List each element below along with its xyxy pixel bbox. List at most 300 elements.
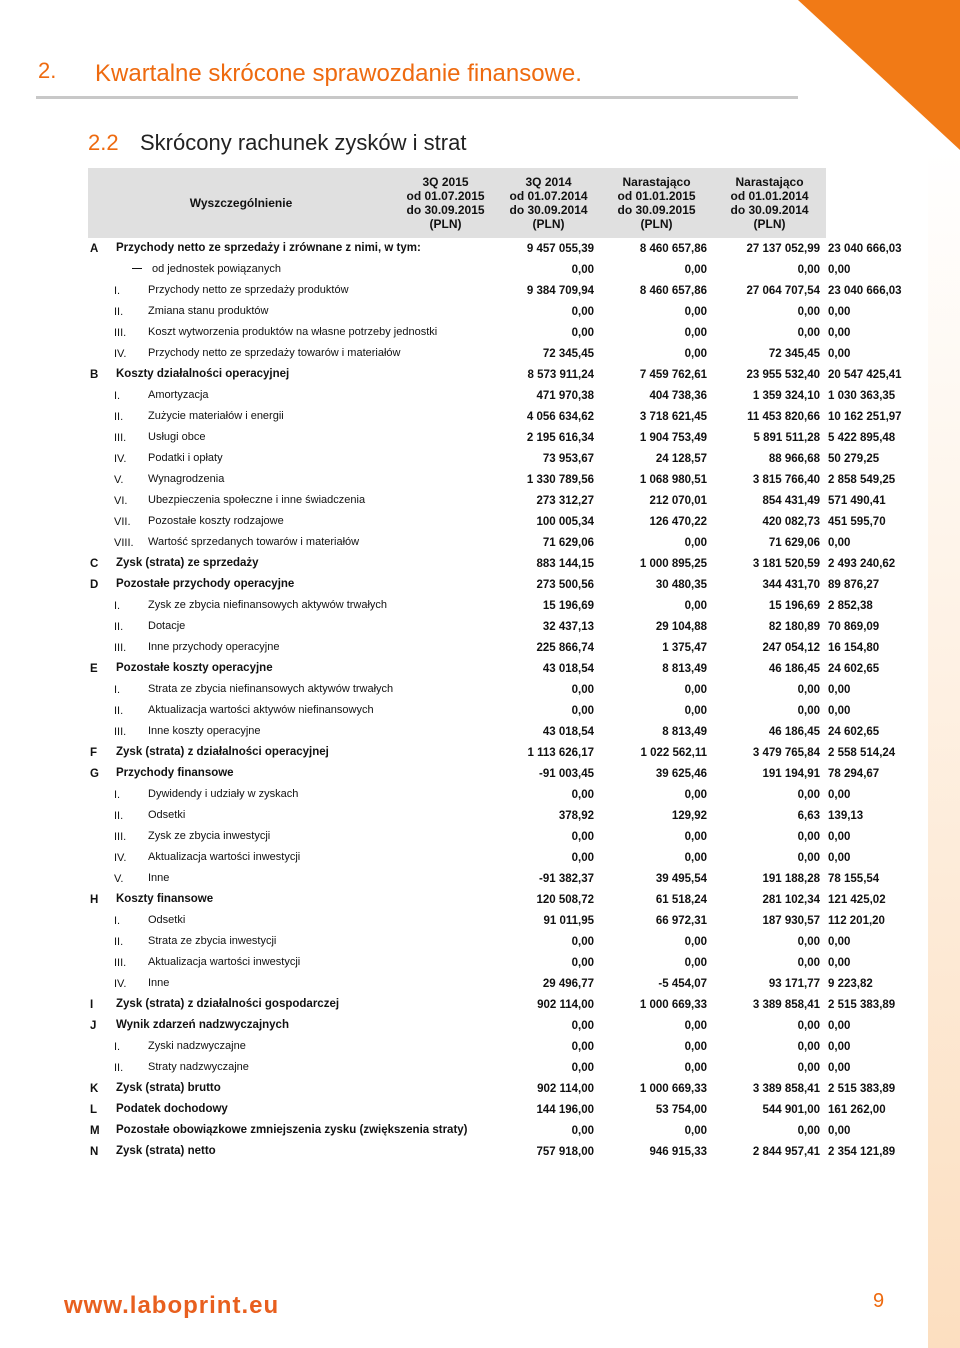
- table-row: I. Dywidendy i udziały w zyskach 0,00 0,00 0,00 0,00: [88, 784, 826, 805]
- row-roman-numeral: III.: [114, 830, 127, 843]
- row-label: Pozostałe obowiązkowe zmniejszenia zysku (zwiększenia straty): [116, 1124, 468, 1136]
- value-cell-col3: 281 102,34: [762, 893, 821, 906]
- row-roman-numeral: I.: [114, 1040, 121, 1053]
- value-cell-col2: 0,00: [684, 683, 708, 696]
- value-cell-col1: 0,00: [571, 788, 595, 801]
- row-label: Pozostałe przychody operacyjne: [116, 578, 295, 590]
- row-letter: I: [90, 998, 94, 1011]
- value-cell-col3: 247 054,12: [762, 641, 821, 654]
- row-roman-numeral: III.: [114, 326, 127, 339]
- table-row: V. Wynagrodzenia 1 330 789,56 1 068 980,51 3 815 766,40 2 858 549,25: [88, 469, 826, 490]
- col-header-3-l4: (PLN): [640, 217, 673, 231]
- value-cell-col3: 191 188,28: [762, 872, 821, 885]
- table-row: L Podatek dochodowy 144 196,00 53 754,00 544 901,00 161 262,00: [88, 1099, 826, 1120]
- row-label: Wynik zdarzeń nadzwyczajnych: [116, 1019, 289, 1031]
- value-cell-col3: 0,00: [797, 830, 821, 843]
- row-label: Dywidendy i udziały w zyskach: [148, 788, 299, 800]
- row-letter: [88, 1057, 110, 1078]
- header-divider: [36, 96, 798, 99]
- value-cell-col2: 0,00: [684, 1040, 708, 1053]
- value-cell-col1: 0,00: [571, 683, 595, 696]
- value-cell-col3: 0,00: [797, 263, 821, 276]
- row-letter: [88, 322, 110, 343]
- row-roman-numeral: III.: [114, 641, 127, 654]
- row-label: Wynagrodzenia: [148, 473, 225, 485]
- col-header-3-l1: Narastająco: [622, 175, 691, 189]
- row-label: Przychody finansowe: [116, 767, 234, 779]
- table-row: I Zysk (strata) z działalności gospodarczej 902 114,00 1 000 669,33 3 389 858,41 2 515 383,89: [88, 994, 826, 1015]
- row-label: Podatki i opłaty: [148, 452, 223, 464]
- value-cell-col3: 0,00: [797, 1124, 821, 1137]
- value-cell-col3: 15 196,69: [768, 599, 821, 612]
- row-label: Koszty finansowe: [116, 893, 214, 905]
- value-cell-col1: 757 918,00: [536, 1145, 595, 1158]
- row-label: Koszt wytworzenia produktów na własne potrzeby jednostki: [148, 326, 438, 338]
- value-cell-col3: 46 186,45: [768, 662, 821, 675]
- value-cell-col2: 0,00: [684, 347, 708, 360]
- value-cell-col2: 0,00: [684, 788, 708, 801]
- col-header-2-l2: od 01.07.2014: [509, 189, 588, 203]
- brand-logo-text: www.laboprint.eu: [64, 1292, 280, 1319]
- table-row: IV. Aktualizacja wartości inwestycji 0,00 0,00 0,00 0,00: [88, 847, 826, 868]
- table-row: I. Strata ze zbycia niefinansowych aktywów trwałych 0,00 0,00 0,00 0,00: [88, 679, 826, 700]
- table-row: III. Usługi obce 2 195 616,34 1 904 753,49 5 891 511,28 5 422 895,48: [88, 427, 826, 448]
- value-cell-col2: 66 972,31: [655, 914, 708, 927]
- value-cell-col3: 544 901,00: [762, 1103, 821, 1116]
- table-body: [88, 238, 902, 1162]
- table-row: IV. Inne 29 496,77 -5 454,07 93 171,77 9 223,82: [88, 973, 826, 994]
- row-roman-numeral: V.: [114, 872, 124, 885]
- table-row: D Pozostałe przychody operacyjne 273 500,56 30 480,35 344 431,70 89 876,27: [88, 574, 826, 595]
- value-cell-col2: 8 460 657,86: [639, 284, 708, 297]
- table-row: IV. Podatki i opłaty 73 953,67 24 128,57 88 966,68 50 279,25: [88, 448, 826, 469]
- value-cell-col3: 27 064 707,54: [746, 284, 821, 297]
- dash-marker: [132, 268, 142, 269]
- row-label: Aktualizacja wartości inwestycji: [148, 956, 301, 968]
- value-cell-col3: 71 629,06: [768, 536, 821, 549]
- value-cell-col3: 3 181 520,59: [752, 557, 821, 570]
- row-letter: K: [90, 1082, 99, 1095]
- row-label: Dotacje: [148, 620, 186, 632]
- value-cell-col1: 43 018,54: [542, 662, 595, 675]
- row-roman-numeral: I.: [114, 788, 121, 801]
- value-cell-col2: 0,00: [684, 263, 708, 276]
- table-row: II. Zużycie materiałów i energii 4 056 634,62 3 718 621,45 11 453 820,66 10 162 251,97: [88, 406, 826, 427]
- subsection-title: Skrócony rachunek zysków i strat: [140, 130, 467, 155]
- row-label: Zysk ze zbycia niefinansowych aktywów trwałych: [148, 599, 388, 611]
- row-label: Przychody netto ze sprzedaży produktów: [148, 284, 349, 296]
- col-header-4-l4: (PLN): [753, 217, 786, 231]
- value-cell-col2: 1 022 562,11: [640, 746, 708, 759]
- row-roman-numeral: V.: [114, 473, 124, 486]
- row-roman-numeral: I.: [114, 683, 121, 696]
- value-cell-col1: -91 003,45: [539, 767, 595, 780]
- value-cell-col3: 420 082,73: [762, 515, 821, 528]
- table-row: K Zysk (strata) brutto 902 114,00 1 000 669,33 3 389 858,41 2 515 383,89: [88, 1078, 826, 1099]
- row-letter: [88, 280, 110, 301]
- col-header-4: [713, 168, 826, 238]
- row-letter: [88, 700, 110, 721]
- row-roman-numeral: IV.: [114, 977, 127, 990]
- value-cell-col2: 53 754,00: [655, 1103, 708, 1116]
- row-roman-numeral: III.: [114, 956, 127, 969]
- row-roman-numeral: VIII.: [114, 536, 134, 549]
- value-cell-col3: 854 431,49: [762, 494, 821, 507]
- section-number: 2.: [38, 58, 57, 83]
- value-cell-col3: 3 389 858,41: [752, 998, 821, 1011]
- row-roman-numeral: I.: [114, 284, 121, 297]
- table-row: II. Straty nadzwyczajne 0,00 0,00 0,00 0,00: [88, 1057, 826, 1078]
- col-header-4-l2: od 01.01.2014: [730, 189, 809, 203]
- table-row: II. Odsetki 378,92 129,92 6,63 139,13: [88, 805, 826, 826]
- row-label: Aktualizacja wartości aktywów niefinansowych: [148, 704, 374, 716]
- value-cell-col1: 4 056 634,62: [526, 410, 595, 423]
- value-cell-col2: 3 718 621,45: [639, 410, 708, 423]
- table-row: G Przychody finansowe -91 003,45 39 625,46 191 194,91 78 294,67: [88, 763, 826, 784]
- row-letter: [88, 490, 110, 511]
- value-cell-col2: 0,00: [684, 536, 708, 549]
- row-label: Pozostałe koszty rodzajowe: [148, 515, 284, 527]
- row-label: Przychody netto ze sprzedaży i zrównane z nimi, w tym:: [116, 242, 421, 254]
- row-roman-numeral: III.: [114, 431, 127, 444]
- value-cell-col1: 9 384 709,94: [526, 284, 595, 297]
- value-cell-col3: 0,00: [797, 1061, 821, 1074]
- row-label: Przychody netto ze sprzedaży towarów i materiałów: [148, 347, 401, 359]
- row-letter: [88, 952, 110, 973]
- value-cell-col2: 0,00: [684, 1019, 708, 1032]
- col-header-4-l3: do 30.09.2014: [730, 203, 809, 217]
- row-letter: F: [90, 746, 98, 759]
- value-cell-col1: 378,92: [558, 809, 595, 822]
- row-letter: [88, 721, 110, 742]
- row-letter: [88, 532, 110, 553]
- value-cell-col2: 8 813,49: [662, 662, 708, 675]
- table-row: N Zysk (strata) netto 757 918,00 946 915,33 2 844 957,41 2 354 121,89: [88, 1141, 826, 1162]
- col-header-3-l3: do 30.09.2015: [617, 203, 696, 217]
- value-cell-col3: 0,00: [797, 683, 821, 696]
- col-header-1-l3: do 30.09.2015: [406, 203, 485, 217]
- col-header-2-l4: (PLN): [532, 217, 565, 231]
- row-letter: D: [90, 578, 99, 591]
- value-cell-col3: 2 844 957,41: [752, 1145, 821, 1158]
- value-cell-col1: 1 113 626,17: [527, 746, 595, 759]
- table-row: II. Aktualizacja wartości aktywów niefinansowych 0,00 0,00 0,00 0,00: [88, 700, 826, 721]
- row-label: Strata ze zbycia inwestycji: [148, 935, 277, 947]
- value-cell-col3: 5 891 511,28: [753, 431, 821, 444]
- value-cell-col3: 0,00: [797, 305, 821, 318]
- row-letter: [88, 595, 110, 616]
- row-letter: N: [90, 1145, 99, 1158]
- col-header-3: [600, 168, 713, 238]
- value-cell-col3: 344 431,70: [762, 578, 821, 591]
- row-letter: [88, 826, 110, 847]
- value-cell-col3: 93 171,77: [768, 977, 821, 990]
- row-roman-numeral: I.: [114, 914, 121, 927]
- row-roman-numeral: IV.: [114, 851, 127, 864]
- value-cell-col1: 0,00: [571, 851, 595, 864]
- value-cell-col3: 72 345,45: [768, 347, 821, 360]
- row-label: Aktualizacja wartości inwestycji: [148, 851, 301, 863]
- col-header-2: [497, 168, 600, 238]
- page-number: 9: [873, 1290, 885, 1312]
- income-statement-table: [88, 168, 902, 1162]
- table-header-row: [88, 168, 826, 238]
- value-cell-col3: 0,00: [797, 935, 821, 948]
- value-cell-col3: 0,00: [797, 326, 821, 339]
- value-cell-col2: 1 000 669,33: [639, 1082, 708, 1095]
- value-cell-col3: 0,00: [797, 1040, 821, 1053]
- row-label: Straty nadzwyczajne: [148, 1061, 249, 1073]
- row-roman-numeral: VI.: [114, 494, 128, 507]
- value-cell-col1: 1 330 789,56: [526, 473, 595, 486]
- value-cell-col1: 100 005,34: [536, 515, 595, 528]
- value-cell-col1: 0,00: [571, 956, 595, 969]
- row-label: Strata ze zbycia niefinansowych aktywów trwałych: [148, 683, 394, 695]
- row-label: Inne: [148, 977, 170, 989]
- row-letter: E: [90, 662, 98, 675]
- value-cell-col1: 0,00: [571, 1040, 595, 1053]
- value-cell-col1: 225 866,74: [536, 641, 595, 654]
- value-cell-col1: 273 500,56: [536, 578, 595, 591]
- value-cell-col3: 1 359 324,10: [752, 389, 821, 402]
- value-cell-col2: 0,00: [684, 1124, 708, 1137]
- table-row: B Koszty działalności operacyjnej 8 573 911,24 7 459 762,61 23 955 532,40 20 547 425,41: [88, 364, 826, 385]
- row-letter: [88, 784, 110, 805]
- row-label: Koszty działalności operacyjnej: [116, 368, 290, 380]
- col-header-3-l2: od 01.01.2015: [617, 189, 696, 203]
- row-letter: C: [90, 557, 99, 570]
- row-label: Amortyzacja: [148, 389, 209, 401]
- row-label: Zysk (strata) ze sprzedaży: [116, 557, 259, 569]
- row-roman-numeral: I.: [114, 389, 121, 402]
- value-cell-col3: 11 453 820,66: [747, 410, 821, 423]
- value-cell-col1: 0,00: [571, 830, 595, 843]
- value-cell-col2: 30 480,35: [655, 578, 708, 591]
- value-cell-col3: 0,00: [797, 1019, 821, 1032]
- value-cell-col1: 0,00: [571, 1019, 595, 1032]
- row-roman-numeral: II.: [114, 410, 124, 423]
- col-header-1-l4: (PLN): [429, 217, 462, 231]
- value-cell-col3: 187 930,57: [762, 914, 821, 927]
- table-row: I. Odsetki 91 011,95 66 972,31 187 930,57 112 201,20: [88, 910, 826, 931]
- table-row: VII. Pozostałe koszty rodzajowe 100 005,34 126 470,22 420 082,73 451 595,70: [88, 511, 826, 532]
- value-cell-col1: 144 196,00: [536, 1103, 595, 1116]
- row-letter: [88, 910, 110, 931]
- value-cell-col1: 0,00: [571, 1124, 595, 1137]
- table-row: F Zysk (strata) z działalności operacyjnej 1 113 626,17 1 022 562,11 3 479 765,84 2 558 514,24: [88, 742, 826, 763]
- value-cell-col2: 0,00: [684, 1061, 708, 1074]
- value-cell-col1: 91 011,95: [543, 914, 595, 927]
- value-cell-col3: 88 966,68: [768, 452, 821, 465]
- row-label: Zysk (strata) z działalności gospodarczej: [116, 998, 340, 1010]
- col-header-4-l1: Narastająco: [735, 175, 804, 189]
- table-row: I. Amortyzacja 471 970,38 404 738,36 1 359 324,10 1 030 363,35: [88, 385, 826, 406]
- value-cell-col3: 82 180,89: [768, 620, 821, 633]
- row-label: Ubezpieczenia społeczne i inne świadczenia: [148, 494, 366, 506]
- table-row: VIII. Wartość sprzedanych towarów i materiałów 71 629,06 0,00 71 629,06 0,00: [88, 532, 826, 553]
- row-letter: [88, 427, 110, 448]
- table-row: III. Inne koszty operacyjne 43 018,54 8 813,49 46 186,45 24 602,65: [88, 721, 826, 742]
- value-cell-col1: 8 573 911,24: [527, 368, 595, 381]
- value-cell-col2: 0,00: [684, 851, 708, 864]
- table-row: I. Zyski nadzwyczajne 0,00 0,00 0,00 0,00: [88, 1036, 826, 1057]
- row-letter: [88, 406, 110, 427]
- row-label: Zysk ze zbycia inwestycji: [148, 830, 271, 842]
- row-roman-numeral: I.: [114, 599, 121, 612]
- row-letter: [88, 868, 110, 889]
- row-label: Zysk (strata) brutto: [116, 1082, 221, 1094]
- table-row: VI. Ubezpieczenia społeczne i inne świadczenia 273 312,27 212 070,01 854 431,49 571 490,41: [88, 490, 826, 511]
- row-letter: B: [90, 368, 99, 381]
- row-label: Zysk (strata) netto: [116, 1145, 216, 1157]
- row-letter: M: [90, 1124, 100, 1137]
- col-header-1-l1: 3Q 2015: [422, 175, 469, 189]
- value-cell-col2: 0,00: [684, 704, 708, 717]
- value-cell-col1: 72 345,45: [542, 347, 595, 360]
- row-label: Inne przychody operacyjne: [148, 641, 280, 653]
- value-cell-col1: 9 457 055,39: [526, 242, 595, 255]
- table-row: J Wynik zdarzeń nadzwyczajnych 0,00 0,00 0,00 0,00: [88, 1015, 826, 1036]
- row-label: Wartość sprzedanych towarów i materiałów: [148, 536, 360, 548]
- value-cell-col2: 8 460 657,86: [639, 242, 708, 255]
- value-cell-col3: 23 955 532,40: [746, 368, 821, 381]
- col-header-2-l1: 3Q 2014: [525, 175, 572, 189]
- row-label: Zyski nadzwyczajne: [148, 1040, 246, 1052]
- table-row: II. Strata ze zbycia inwestycji 0,00 0,00 0,00 0,00: [88, 931, 826, 952]
- row-letter: L: [90, 1103, 98, 1116]
- value-cell-col1: 29 496,77: [542, 977, 595, 990]
- table-row: II. Dotacje 32 437,13 29 104,88 82 180,89 70 869,09: [88, 616, 826, 637]
- row-roman-numeral: II.: [114, 305, 124, 318]
- table-row: IV. Przychody netto ze sprzedaży towarów i materiałów 72 345,45 0,00 72 345,45 0,00: [88, 343, 826, 364]
- table-row: III. Aktualizacja wartości inwestycji 0,00 0,00 0,00 0,00: [88, 952, 826, 973]
- row-letter: [88, 448, 110, 469]
- value-cell-col2: 1 000 895,25: [639, 557, 708, 570]
- col-header-1: [394, 168, 497, 238]
- table-row: III. Zysk ze zbycia inwestycji 0,00 0,00 0,00 0,00: [88, 826, 826, 847]
- row-letter: [88, 616, 110, 637]
- value-cell-col1: 0,00: [571, 935, 595, 948]
- row-label: Usługi obce: [148, 431, 206, 443]
- table-row: H Koszty finansowe 120 508,72 61 518,24 281 102,34 121 425,02: [88, 889, 826, 910]
- row-label: Zysk (strata) z działalności operacyjnej: [116, 746, 329, 758]
- row-roman-numeral: VII.: [114, 515, 131, 528]
- value-cell-col2: 0,00: [684, 326, 708, 339]
- value-cell-col3: 0,00: [797, 851, 821, 864]
- table-row: A Przychody netto ze sprzedaży i zrównane z nimi, w tym: 9 457 055,39 8 460 657,86 27 137 052,99 23 040 666,03: [88, 238, 826, 259]
- value-cell-col1: 73 953,67: [542, 452, 595, 465]
- row-roman-numeral: IV.: [114, 347, 127, 360]
- sub-row-label-cell: [110, 259, 497, 280]
- row-label: Odsetki: [148, 914, 186, 926]
- row-label: Pozostałe koszty operacyjne: [116, 662, 273, 674]
- value-cell-col2: 1 068 980,51: [639, 473, 708, 486]
- col-header-2-l3: do 30.09.2014: [509, 203, 588, 217]
- value-cell-col2: 39 625,46: [655, 767, 708, 780]
- value-cell-col2: 0,00: [684, 935, 708, 948]
- row-label: Zmiana stanu produktów: [148, 305, 269, 317]
- value-cell-col2: 404 738,36: [649, 389, 708, 402]
- section-title: Kwartalne skrócone sprawozdanie finansowe.: [95, 60, 582, 87]
- row-letter: [88, 679, 110, 700]
- row-label: Podatek dochodowy: [116, 1103, 228, 1115]
- value-cell-col1: 273 312,27: [536, 494, 595, 507]
- value-cell-col3: 3 389 858,41: [752, 1082, 821, 1095]
- value-cell-col3: 3 479 765,84: [752, 746, 821, 759]
- value-cell-col2: 946 915,33: [649, 1145, 708, 1158]
- value-cell-col2: 0,00: [684, 956, 708, 969]
- table-row: III. Koszt wytworzenia produktów na własne potrzeby jednostki 0,00 0,00 0,00 0,00: [88, 322, 826, 343]
- value-cell-col1: 0,00: [571, 263, 595, 276]
- value-cell-col2: 0,00: [684, 305, 708, 318]
- value-cell-col1: 120 508,72: [536, 893, 595, 906]
- row-label: od jednostek powiązanych: [152, 263, 282, 275]
- value-cell-col3: 6,63: [797, 809, 821, 822]
- table-row: III. Inne przychody operacyjne 225 866,74 1 375,47 247 054,12 16 154,80: [88, 637, 826, 658]
- value-cell-col3: 191 194,91: [762, 767, 821, 780]
- value-cell-col2: 1 000 669,33: [639, 998, 708, 1011]
- value-cell-col2: 7 459 762,61: [639, 368, 708, 381]
- value-cell-col2: 24 128,57: [655, 452, 708, 465]
- value-cell-col3: 46 186,45: [768, 725, 821, 738]
- row-roman-numeral: II.: [114, 704, 124, 717]
- value-cell-col2: 1 375,47: [662, 641, 708, 654]
- value-cell-col3: 0,00: [797, 704, 821, 717]
- subsection-number: 2.2: [88, 130, 119, 155]
- value-cell-col2: 0,00: [684, 599, 708, 612]
- row-letter: A: [90, 242, 99, 255]
- value-cell-col2: 129,92: [671, 809, 708, 822]
- value-cell-col1: 902 114,00: [537, 998, 595, 1011]
- value-cell-col1: 902 114,00: [537, 1082, 595, 1095]
- table-row: V. Inne -91 382,37 39 495,54 191 188,28 78 155,54: [88, 868, 826, 889]
- row-roman-numeral: II.: [114, 935, 124, 948]
- table-row: I. Zysk ze zbycia niefinansowych aktywów trwałych 15 196,69 0,00 15 196,69 2 852,38: [88, 595, 826, 616]
- row-letter: [88, 973, 110, 994]
- value-cell-col3: 0,00: [797, 956, 821, 969]
- value-cell-col2: 212 070,01: [649, 494, 708, 507]
- table-row: od jednostek powiązanych 0,00 0,00 0,00 0,00: [88, 259, 826, 280]
- table-row: II. Zmiana stanu produktów 0,00 0,00 0,00 0,00: [88, 301, 826, 322]
- row-label: Zużycie materiałów i energii: [148, 410, 284, 422]
- row-label: Odsetki: [148, 809, 186, 821]
- row-roman-numeral: II.: [114, 809, 124, 822]
- value-cell-col3: 0,00: [797, 788, 821, 801]
- row-roman-numeral: II.: [114, 620, 124, 633]
- value-cell-col2: 39 495,54: [655, 872, 708, 885]
- table-row: I. Przychody netto ze sprzedaży produktów 9 384 709,94 8 460 657,86 27 064 707,54 23 040 666,03: [88, 280, 826, 301]
- value-cell-col2: 1 904 753,49: [639, 431, 708, 444]
- row-letter: [88, 1036, 110, 1057]
- row-letter: [88, 847, 110, 868]
- value-cell-col1: 0,00: [571, 305, 595, 318]
- value-cell-col1: 471 970,38: [536, 389, 595, 402]
- row-letter: [88, 805, 110, 826]
- value-cell-col1: 43 018,54: [542, 725, 595, 738]
- row-letter: J: [90, 1019, 97, 1032]
- row-label: Inne koszty operacyjne: [148, 725, 261, 737]
- value-cell-col1: 2 195 616,34: [526, 431, 595, 444]
- value-cell-col1: 32 437,13: [542, 620, 595, 633]
- row-letter: [88, 259, 110, 280]
- value-cell-col3: 27 137 052,99: [746, 242, 821, 255]
- value-cell-col2: 29 104,88: [655, 620, 708, 633]
- row-letter: [88, 469, 110, 490]
- value-cell-col1: -91 382,37: [539, 872, 595, 885]
- value-cell-col1: 71 629,06: [542, 536, 595, 549]
- row-roman-numeral: III.: [114, 725, 127, 738]
- row-letter: H: [90, 893, 99, 906]
